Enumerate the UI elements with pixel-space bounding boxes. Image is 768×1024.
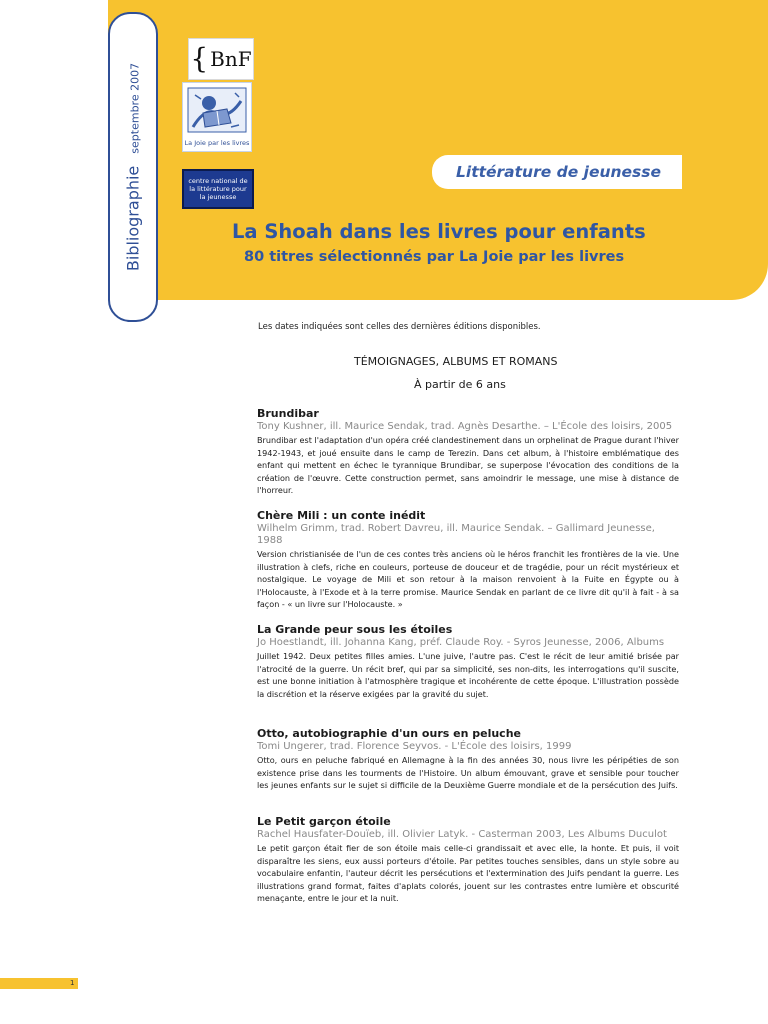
book-credits: Jo Hoestlandt, ill. Johanna Kang, préf. Claude Roy. - Syros Jeunesse, 2006, Albums — [257, 637, 665, 648]
book-title: Otto, autobiographie d'un ours en peluche — [257, 727, 521, 740]
book-description: Le petit garçon était fier de son étoile mais celle-ci grandissait et avec elle, la honte. Et puis, il voit disparaître les siens, eux aussi porteurs d'étoile. Par petites touches sensibles, dans un style sobre au vocabulaire enfantin, l'auteur décrit les persécutions et l'extermination des Juifs pendant la guerre. Les illustrations grand format, faites d'aplats colorés, jouent sur les contrastes entre lumière et obscurité menaçante, entre le jour et la nuit. — [257, 843, 679, 903]
book-description: Version christianisée de l'un de ces contes très anciens où le héros franchit les frontières de la vie. Une illustration à clefs, riche en couleurs, porteuse de douceur et de tragédie, pour un récit mystérieux et nostalgique. Le voyage de Mili et son retour à la maison renvoient à la Fuite en Égypte ou à l'Holocauste, à l'Exode et à la terre promise. Maurice Sendak en parlant de ce livre dit qu'il à fait - à sa façon - « un livre sur l'Holocauste. » — [257, 549, 679, 609]
section-title: Littérature de jeunesse — [432, 155, 682, 189]
category-heading: TÉMOIGNAGES, ALBUMS ET ROMANS — [354, 355, 558, 368]
book-credits: Wilhelm Grimm, trad. Robert Davreu, ill. Maurice Sendak. – Gallimard Jeunesse, 1988 — [257, 523, 655, 546]
bnf-brace-icon: { — [190, 42, 209, 75]
joie-logo-caption: La Joie par les livres — [184, 139, 250, 147]
age-heading: À partir de 6 ans — [414, 378, 506, 391]
page-number: 1 — [70, 979, 75, 987]
book-title: Brundibar — [257, 407, 319, 420]
book-entry-brundibar — [257, 407, 679, 497]
sidebar-label-wrap — [108, 12, 158, 322]
book-credits: Tomi Ungerer, trad. Florence Seyvos. - L'École des loisirs, 1999 — [257, 741, 572, 752]
reading-child-icon — [187, 87, 247, 133]
book-title: La Grande peur sous les étoiles — [257, 623, 453, 636]
page-title: La Shoah dans les livres pour enfants — [232, 220, 646, 243]
book-credits: Tony Kushner, ill. Maurice Sendak, trad. Agnès Desarthe. – L'École des loisirs, 2005 — [257, 421, 673, 432]
book-title: Le Petit garçon étoile — [257, 815, 391, 828]
cnl-logo-text: centre national de la littérature pour la jeunesse — [188, 177, 248, 201]
book-entry-petit-garcon — [257, 815, 679, 905]
sidebar-label-group — [124, 63, 143, 271]
intro-note: Les dates indiquées sont celles des dernières éditions disponibles. — [258, 322, 541, 332]
book-description: Brundibar est l'adaptation d'un opéra créé clandestinement dans un orphelinat de Prague durant l'hiver 1942-1943, et joué ensuite dans le camp de Terezin. Dans cet album, à l'histoire emblématique des enfant qui mettent en échec le tyrannique Brundibar, se superpose l'évocation des conditions de la création de l'œuvre. Cette construction permet, sans amoindrir le message, une mise à distance de l'horreur. — [257, 435, 679, 495]
book-entry-otto — [257, 727, 679, 792]
book-title: Chère Mili : un conte inédit — [257, 509, 426, 522]
page-number-bar — [0, 978, 78, 989]
sidebar-date: septembre 2007 — [128, 62, 142, 154]
page-subtitle: 80 titres sélectionnés par La Joie par les livres — [244, 249, 625, 265]
cnl-logo-box — [182, 169, 254, 209]
book-description: Juillet 1942. Deux petites filles amies. L'une juive, l'autre pas. C'est le récit de leur amitié brisée par l'atrocité de la guerre. Un récit bref, qui par sa simplicité, ses non-dits, les interrogations qu'il suscite, est une bonne initiation à l'atmosphère tragique et incohérente de cette époque. L'illustration possède la discrétion et la réserve exigées par la gravité du sujet. — [257, 651, 679, 699]
bnf-logo — [188, 38, 254, 80]
book-credits: Rachel Hausfater-Douïeb, ill. Olivier Latyk. - Casterman 2003, Les Albums Duculot — [257, 829, 667, 840]
joie-par-les-livres-logo — [182, 82, 252, 152]
book-entry-chere-mili — [257, 509, 679, 611]
book-description: Otto, ours en peluche fabriqué en Allemagne à la fin des années 30, nous livre les péripéties de son existence prise dans les tourments de l'Histoire. Un album émouvant, grave et sensible pour toucher les jeunes enfants sur le sujet si difficile de la Deuxième Guerre mondiale et de la persécution des Juifs. — [257, 755, 679, 790]
book-entry-grande-peur — [257, 623, 679, 700]
bnf-logo-text: BnF — [210, 47, 252, 71]
sidebar-label: Bibliographie — [123, 165, 143, 272]
